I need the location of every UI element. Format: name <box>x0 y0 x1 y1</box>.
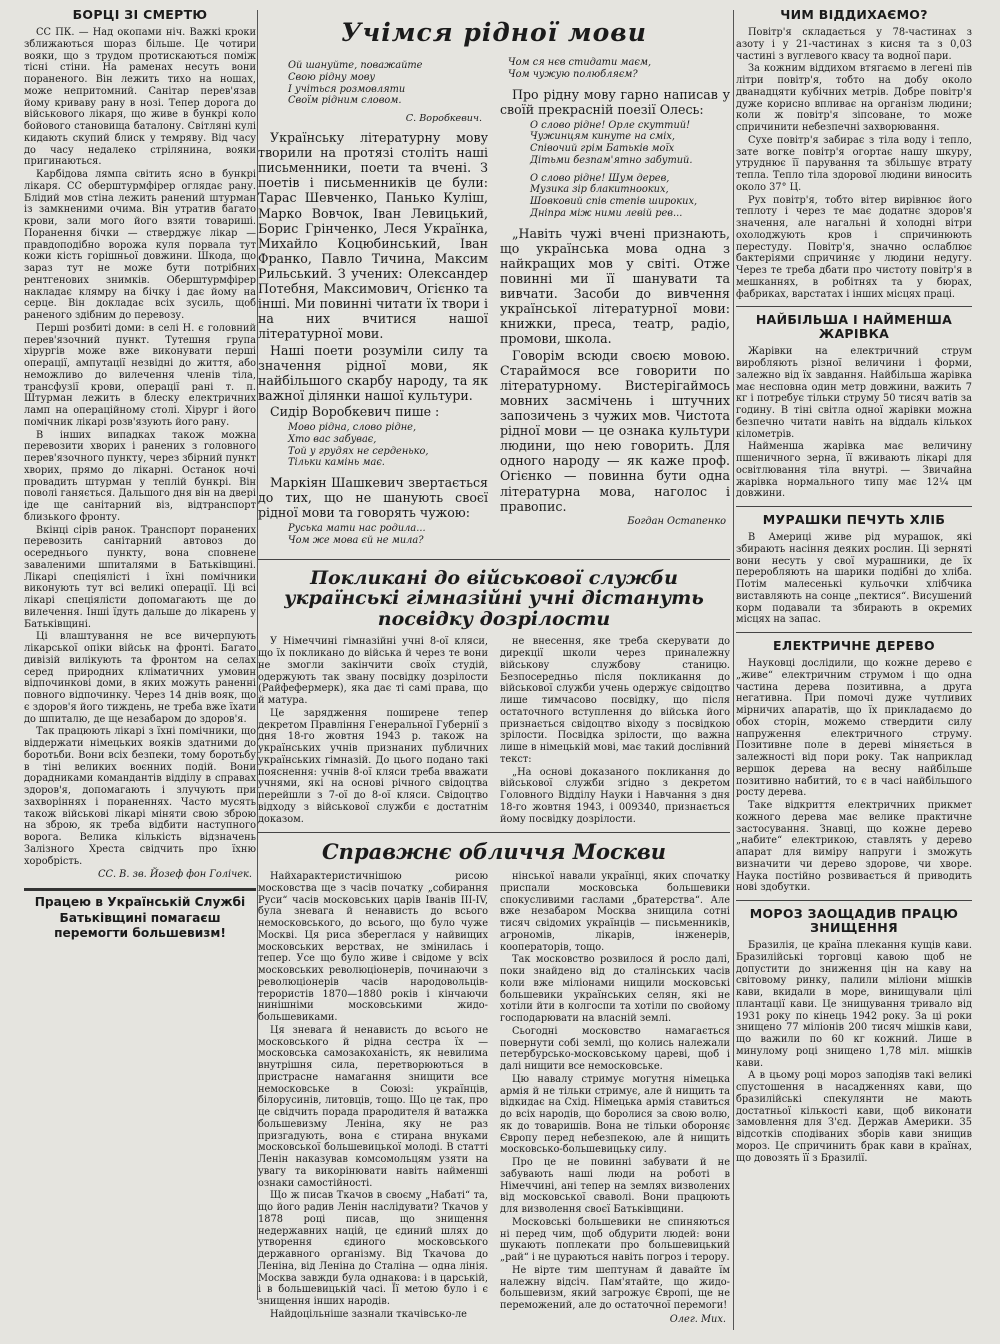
article-title-frost-saved-work: МОРОЗ ЗАОЩАДИВ ПРАЦЮ ЗНИЩЕННЯ <box>749 906 959 935</box>
article-title-true-face-of-moscow: Справжнє обличчя Москви <box>321 839 667 865</box>
divider <box>736 900 972 901</box>
article-paragraph: Про рідну мову гарно написав у своїй прекрасній поезії Олесь: <box>500 86 730 117</box>
verse-line: Чом чужую полюбляєм? <box>508 68 638 80</box>
article-paragraph: В Америці живе рід мурашок, які збирають насіння деяких рослин. Ці зерняті вони несуть у свої мурашники, де їх переробляють на шарики подібні до хліба. Потім малесенькі кульочки хлібчика виставляють на сонце „пектися“. Висушений корм подавали та збирають в окремих місцях на запас. <box>736 532 972 626</box>
article-paragraph: нінської навали українці, яких спочатку приспали московська большевики спокусливими гаслами „братерства“. Але вже незабаром Москва знищила сотні тисяч свідомих українців — письменників, агрономів, лікарів, інженерів, кооператорів, тощо. <box>500 871 730 953</box>
verse-line: Співочий грім Батьків моїх <box>530 143 675 155</box>
article-title-learn-native-language: Учімся рідної мови <box>341 18 647 47</box>
article-paragraph: А в цьому році мороз заподіяв такі великі спустошення в насадженнях кави, що бразилійські спекулянти не мають достатньої кількості кави, щоб виконати замовлення для З'єд. Держав Америки. 35 відсотків сподіваних зборів кави знищив мороз. Це спричинить брак кави в країнах, що довозять її з Бразилії. <box>736 1070 972 1164</box>
article-signature: Богдан Остапенко <box>627 515 726 527</box>
article-paragraph: Маркіян Шашкевич звертається до тих, що не шанують своєї рідної мови та говорять чужою: <box>258 475 488 521</box>
article-title-what-we-breathe: ЧИМ ВІДДИХАЄМО? <box>780 7 928 22</box>
article-paragraph: Повітр'я складається у 78-частинах з азоту і у 21-частинах з кисня та з 0,03 частині з вуглевого квасу та водної пари. <box>736 27 972 62</box>
divider <box>736 506 972 507</box>
article-paragraph: За кожним віддихом втягаємо в легені пів літри повітр'я, тобто на добу около дванадцяти кубічних метрів. Добре повітр'я дуже корисно впливає на організм людини; коли ж повітр'я зіпсоване, то може спричинити небезпечні захворювання. <box>736 63 972 133</box>
verse-line: Тільки камінь має. <box>288 457 385 469</box>
verse-line: І учіться розмовляти <box>288 83 406 95</box>
verse-line: Руська мати нас родила... <box>288 523 426 535</box>
article-paragraph: Про це не повинні забувати й не забувають наші люди на роботі в Німеччині, ані тепер на землях визволених від московської сваволі. Вони працюють для визволення своєї Батьківщини. <box>500 1157 730 1216</box>
article-paragraph: Так працюють лікарі з їхні помічники, що віддержати німецьких вояків здатними до боротьби. Вони всіх безпеки, тому боротьбу в тіні великих воєнних подій. Вони дорадниками командантів відділу в справах здоров'я, допомагають і злучують при захворіннях і пораненнях. Часто мусять також військові лікарі міняти свою зброю на зброю, як треба відбити наступного ворога. Велика кількість відзначень Залізного Хреста свідчить про їхню хоробрість. <box>24 726 256 867</box>
left-column <box>24 4 256 1340</box>
article-paragraph: Московські большевики не спиняються ні перед чим, щоб обдурити людей: вони шукають поплекати про большевицький „рай“ і не цураються навіть погроз і терору. <box>500 1216 730 1264</box>
article-title-electric-tree: ЕЛЕКТРИЧНЕ ДЕРЕВО <box>773 638 935 653</box>
article-paragraph: Жарівки на електричний струм виробляють різної величини і форми, залежно від їх завдання. Найбільша жарівка має несповна один метр довжини, важить 7 кг і потребує тільки струму 50 тисяч ватів за годину. В тіні світла одної жарівки можна безпечно читати навіть на віддаль кількох кілометрів. <box>736 346 972 440</box>
poem-oles-1 <box>500 120 730 167</box>
article-paragraph: Найдоцільніше зазнали ткачівсько-ле <box>270 1308 467 1320</box>
poem-shashkevych <box>258 523 488 547</box>
divider <box>736 306 972 307</box>
propaganda-slogan: Працею в Українській Службі Батьківщині помагаєш перемогти большевизм! <box>34 895 246 940</box>
verse-line: Чом ся нєв стидати маєм, <box>508 57 652 68</box>
poem-signature: С. Воробкевич. <box>405 113 482 124</box>
article-paragraph: СС ПК. — Над окопами ніч. Важкі кроки зближаються шораз більше. Це чотири вояки, що з трудом протискаються поміж тісні стіни. На раменах несуть вони пораненого. Він лежить тихо на ношах, може непритомний. Санітар перев'язав йому криваву рану в нозі. Тепер дорога до військового лікаря, що живе в бункрі коло бойового становища баталону. Світляні кулі кидають скупий блиск у темряву. Від часу до часу недалеко стрілянина, вояки пригинаються. <box>24 27 256 168</box>
article-paragraph: Цю навалу стримує могутня німецька армія й не тільки стримує, але й нищить та відкидає на Схід. Німецька армія ставиться до всіх народів, що боролися за свою волю, як до товаришів. Вона не тільки обороняє Європу перед небезпекою, але й нищить московсько-большевицьку силу. <box>500 1073 730 1156</box>
article-paragraph: Бразилія, це країна плекання кущів кави. Бразилійські торговці кавою щоб не допустити до зниження цін на каву на світовому ринку, палили міліони мішків кави, вкидали в море, винищували цілі плантації кави. Це знищування тривало від 1931 року по кінець 1942 року. За ці роки знищено 77 міліонів 200 тисяч мішків кави, що важили по 60 кг кожний. Лише в минулому році знищено 1,78 міл. мішків кави. <box>736 940 972 1069</box>
article-paragraph: Сидір Воробкевич пише : <box>270 403 440 419</box>
article-paragraph: Не вірте тим шептунам й давайте їм належну відсіч. Пам'ятайте, що жидо-большевизм, який загрожує Європі, ще не переможений, але до остаточної перемоги! <box>500 1264 730 1312</box>
article-paragraph: Карбідова лямпа світить ясно в бункрі лікаря. СС оберштурмфірер оглядає рану. Блідий мов стіна лежить ранений штурман із замкненими очима. Він утратив багато крови, зали мого його взяти товариші. Поранення бічки — стверджує лікар — правдоподібно ворожа куля порвала тут кожи кість горішньої довжини. Шкода, що зараз тут не може бути потрібних рентгенових знимків. Оберштурмфірер накладає клямру на бічку і дає йому на серце. Він докладає всіх зусиль, щоб раненого здібним до перевозу. <box>24 169 256 321</box>
article-paragraph: „Навіть чужі вчені признають, що українська мова одна з найкращих мов у світі. Отже повинні ми її шанувати та вивчати. Засоби до вивчення української літературної мови: книжки, преса, театр, радіо, промови, школа. <box>500 225 730 347</box>
verse-line: Ой шануйте, поважайте <box>288 60 423 71</box>
article-title-conscripted-students: Покликані до військової служби українські гімназійні учні дістануть посвідку дозрілости <box>284 566 704 630</box>
article-paragraph: У Німеччині гімназійні учні 8-ої кляси, що їх покликано до війська й через те вони не змогли закінчити своїх студій, одержують так звану посвідку дозрілости (Райфефермерк), яка дає ті самі права, що й матура. <box>258 636 488 707</box>
poem-shashkevych-top <box>500 57 730 81</box>
center-column <box>258 4 730 1340</box>
article-paragraph: не внесення, яке треба скерувати до дирекції школи через приналежну військову службову станицю. Безпосередньо після покликання до військової служби учень одержує свідоцтво лише тимчасово посвідку, що після остаточного вступлення до війська його признається свідоцтво віходу з посвідкою зрілости. Посвідка зрілости, що важна лише в німецькій мові, має такий дослівний текст: <box>500 636 730 765</box>
article-paragraph: Що ж писав Ткачов в своєму „Набаті“ та, що його радив Ленін наслідувати? Ткачов у 1878 році писав, що знищення недержавних націй, це єдиний шлях до утворення єдиного московського державного організму. Від Ткачова до Леніна, від Леніна до Сталіна — одна лінія. Москва завжди була однакова: і в царській, і в большевицькій часі. Її метою було і є знищення інших народів. <box>258 1190 488 1308</box>
verse-line: Своїм рідним словом. <box>288 95 402 107</box>
article-title-fighters-with-death: БОРЦІ ЗІ СМЕРТЮ <box>72 7 208 22</box>
article-paragraph: Сухе повітр'я забирає з тіла воду і тепло, зате вогке повітр'я огортає нашу шкуру, утруднює її парування та збільшує втрату тепла. Тепло тіла здорової людини виносить около 37° Ц. <box>736 134 972 193</box>
article-paragraph: Ці влаштування не все вичерпують лікарської опіки військ на фронті. Багато дивізій вилікують та фронтом на селах серед природних кліматичних умовин відпочинкові доми, в яких можуть раненні повного відпочинку. Через 14 днів вояк, що є здоров'я його тиждень, не треба вже їхати до шпиталю, де ще незабаром до здоров'я. <box>24 631 256 725</box>
verse-line: Той у грудях не серденько, <box>288 445 429 457</box>
article-paragraph: Найхарактеристичнішою рисою московства ще з часів початку „собирання Руси“ часів московських царів Іванів III-IV, була зневага й ненависть до всього немосковського, до всього, що було чуже Москві. Ця риса збереглася у найвищих московських верствах, не змінилась і тепер. Усе що було живе і свідоме у всіх московських революціонерів, починаючи з революціонерів часів народовольців-терористів 1870—1880 років і кінчаючи нинішніми московськими жидо-большевиками. <box>258 871 488 1024</box>
verse-line: Дітьми безпам'ятно забутий. <box>530 154 693 166</box>
verse-line: Шовковий спів степів широких, <box>530 196 698 208</box>
verse-line: О слово рідне! Шум дерев, <box>530 172 670 184</box>
language-article-col-right <box>500 57 730 553</box>
article-paragraph: Ця зневага й ненависть до всього не московського й рідна сестра їх — московська самозакоханість, як невилима внутрішня сила, перетворюються в пристрасне намагання знищити все немосковське в Союзі: українців, білорусинів, литовців, тощо. Що це так, про це свідчить порада прародителя й ватажка большевизму Леніна, яку не раз призгадують, вона є стирана внуками московської большевицької молоді. В статті Ленін наказував комсомольцям узяти на увагу та викорінювати навіть найменші ознаки самостійності. <box>258 1024 488 1189</box>
article-paragraph: Так московство розвилося й росло далі, поки знайдено від до сталінських часів коли вже міліонами нищили московські большевики українських селян, які не хотіли йти в колгоспи та хотіли по свойому господарювати на власній землі. <box>500 954 730 1025</box>
divider <box>258 832 730 833</box>
verse-line: Музика зір блакитноокиx, <box>530 184 669 196</box>
verse-line: О слово рідне! Орле скуттий! <box>530 119 691 131</box>
article-paragraph: Говорім всюди своєю мовою. Стараймося все говорити по літературному. Вистерігаймось мовних засмічень і штучних запозичень з чужих мов. Чистота рідної мови — це ознака культури людини, що нею говорить. Для одного народу — як каже проф. Огієнко — повинна бути одна літературна мова, наголос і правопис. <box>500 347 730 514</box>
verse-line: Свою рідну мову <box>288 71 376 83</box>
article-paragraph: Це зарядження поширене тепер декретом Правління Генеральної Губернії з дня 18-го жовтня 1943 р. також на українських учнів признаних публичних українських гімназій. До цього подано такі пояснення: учнів 8-ої кляси треба вважати учнями, які на основі річного свідоцтва перейшли з 7-ої до 8-ої кляси. Свідоцтво відходу з військової служби є достатнім доказом. <box>258 707 488 825</box>
article-paragraph: Сьогодні московство намагається повернути собі землі, що колись належали петербурсько-московському цареві, щоб і далі нищити все немосковське. <box>500 1025 730 1073</box>
article-paragraph: Науковці дослідили, що кожне дерево є „живе“ електричним струмом і що одна частина дерева позитивна, а друга негативна. При помочі дуже чутливих мірничих апаратів, що їх прикладаємо до обох сторін, можемо ствердити силу напруження електричного струму. Позитивне поле в дереві міняється в залежності від пори року. Так наприклад вершок дерева на весну найбільше позитивно набитий, то є в часі найбільшого росту дерева. <box>736 658 972 799</box>
article-paragraph: Вкінці сірів ранок. Транспорт поранених перевозить санітарний автовоз до осереднього пункту, вона сповнене заваленими шпиталями в Батьківщині. Лікарі спеціялісті і їхні помічники виконують тут всі великі операції. Ці всі лікарі спеціялісти допомагають ще до вилечення. Інші їдуть дальше до лікарень у Батьківщині. <box>24 524 256 630</box>
poem-vorobkevych-1 <box>258 60 488 107</box>
article-signature: СС. В. зв. Йозеф фон Голічек. <box>97 869 252 881</box>
verse-line: Мово рідна, слово рідне, <box>288 422 417 434</box>
right-column <box>736 4 972 1340</box>
article-title-largest-smallest-bulb: НАЙБІЛЬША І НАЙМЕНША ЖАРІВКА <box>755 312 953 342</box>
thick-divider <box>24 888 256 891</box>
poem-oles-2 <box>500 173 730 220</box>
article-paragraph: Перші розбиті доми: в селі Н. є головний перев'язочний пункт. Тутешня група хірургів може вже виконувати перші операції, ампутації незвідні до життя, або неможливо до вилечення членів тіла, трансфузії крови, операції рані т. п. Штурман лежить в блеску електричних ламп на операційному столі. Хірург і його помічник лікарі розв'язують його рану. <box>24 322 256 428</box>
article-paragraph: Українську літературну мову творили на протязі століть наші письменники, поети та вчені. З поетів і письменників це були: Тарас Шевченко, Панько Куліш, Марко Вовчок, Іван Левицький, Борис Грінченко, Леся Українка, Михайло Коцюбинський, Іван Франко, Павло Тичина, Максим Рильський. З учених: Олександер Потебня, Максимович, Огієнко та інші. Ми повинні читати їх твори і на них вчитися нашої літературної мови. <box>258 130 488 342</box>
divider <box>736 632 972 633</box>
language-article-col-left <box>258 57 488 553</box>
article-signature: Олег. Мих. <box>669 1313 726 1325</box>
verse-line: Хто вас забуває, <box>288 433 377 445</box>
article-title-ants-bake-bread: МУРАШКИ ПЕЧУТЬ ХЛІБ <box>762 512 946 527</box>
article-paragraph: Найменша жарівка має величину пшеничного зерна, її вживають лікарі для освітлювання тіла внутрі. — Звичайна жарівка нормального типу має 12⅟₄ цм довжини. <box>736 441 972 500</box>
article-paragraph: Таке відкриття електричних прикмет кожного дерева має велике практичне застосування. Знавці, що кожне дерево „набите“ електрикою, ставлять у дерево апарат для виміру напруги і зможуть визначити чи дерево здорове, чи хворе. Наука постійно розвивається й приводить нові здобутки. <box>736 800 972 894</box>
verse-line: Дніпра між ними левій рев... <box>530 207 683 219</box>
moscow-article <box>258 871 730 1325</box>
poem-vorobkevych-2 <box>258 422 488 469</box>
verse-line: Чом же мова єй не мила? <box>288 535 424 547</box>
column-rule-right <box>733 10 734 1330</box>
divider <box>258 559 730 560</box>
article-paragraph: Рух повітр'я, тобто вітер вирівнює його теплоту і через те має додатнє здоров'я значення, але нагальні й холодні вітри охолоджують кров і спричинюють перестуду. Повітр'я, значно ослаблює бактеріями спричиняє у людини недугу. Через те треба дбати про чистоту повітр'я в мешканнях, в робітнях та у бюрах, фабриках, варстатах і інших місцях праці. <box>736 194 972 300</box>
language-article <box>258 57 730 553</box>
article-paragraph: „На основі доказаного покликання до військової служби згідно з декретом Головного Відділу Науки і Навчання з дня 18-го жовтня 1943, і 009340, признається йому посвідку дозрілости. <box>500 766 730 825</box>
article-paragraph: Наші поети розуміли силу та значення рідної мови, як найбільшого скарбу народу, та як важної ділянки нашої культури. <box>258 342 488 403</box>
students-article <box>258 636 730 826</box>
article-paragraph: В інших випадках також можна перевозити хворих і ранених з головного перев'язочного пункту, через збірний пункт хворих, прямо до лікарні. Останок ночі провадить штурман у теплій бункрі. Він поволі ганяється. Дальшого дня він на двері іде ще санітарний віз, відтранспорт близького фронту. <box>24 429 256 523</box>
verse-line: Чужинцям кинуте на сміх, <box>530 131 676 143</box>
